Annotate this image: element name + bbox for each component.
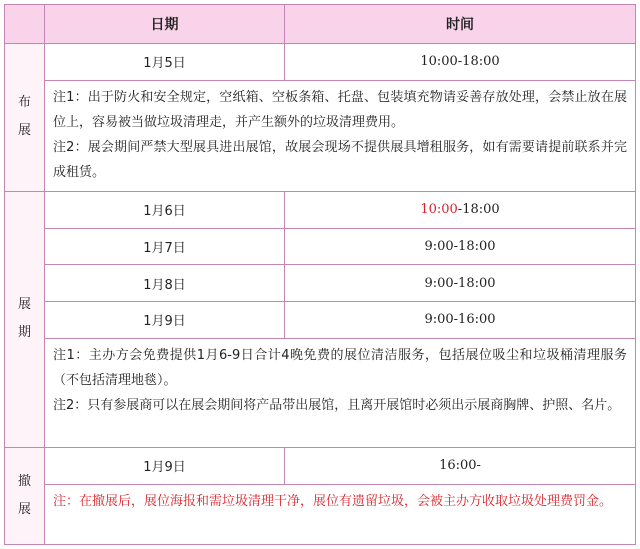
exhibition-schedule-table bbox=[4, 4, 636, 545]
stage-char: 展 bbox=[17, 501, 31, 517]
setup-row-1 bbox=[5, 43, 636, 80]
header-row bbox=[5, 5, 636, 44]
time-cell: 10:00-18:00 bbox=[285, 43, 636, 80]
exhibition-row-2 bbox=[5, 228, 636, 265]
stage-char: 布 bbox=[17, 95, 31, 111]
date-cell: 1月9日 bbox=[45, 447, 285, 484]
setup-notes-row bbox=[5, 80, 636, 191]
date-cell: 1月7日 bbox=[45, 228, 285, 265]
time-end: -18:00 bbox=[457, 202, 500, 218]
stage-label-teardown bbox=[5, 447, 45, 544]
time-cell: 16:00- bbox=[285, 447, 636, 484]
header-time: 时间 bbox=[285, 5, 636, 44]
setup-note-1: 注1：出于防火和安全规定，空纸箱、空板条箱、托盘、包装填充物请妥善存放处理，会禁止放在展位上，容易被当做垃圾清理走，并产生额外的垃圾清理费用。 bbox=[53, 89, 627, 130]
teardown-note-cell bbox=[45, 484, 636, 544]
teardown-row-1 bbox=[5, 447, 636, 484]
teardown-notes-row bbox=[5, 484, 636, 544]
stage-label-setup bbox=[5, 43, 45, 191]
date-cell: 1月5日 bbox=[45, 43, 285, 80]
date-cell: 1月9日 bbox=[45, 301, 285, 338]
time-start-highlight: 10:00 bbox=[420, 202, 458, 218]
date-cell: 1月8日 bbox=[45, 265, 285, 302]
stage-char: 期 bbox=[17, 325, 31, 341]
teardown-note: 注：在撤展后，展位海报和需垃圾清理干净，展位有遗留垃圾，会被主办方收取垃圾处理费罚金。 bbox=[53, 493, 613, 509]
exhibition-notes-cell bbox=[45, 338, 636, 447]
time-cell: 9:00-18:00 bbox=[285, 228, 636, 265]
exhibition-note-2: 注2：只有参展商可以在展会期间将产品带出展馆，且离开展馆时必须出示展商胸牌、护照、名片。 bbox=[53, 397, 621, 413]
header-date: 日期 bbox=[45, 5, 285, 44]
stage-label-exhibition bbox=[5, 191, 45, 447]
exhibition-row-1 bbox=[5, 191, 636, 228]
setup-notes-cell bbox=[45, 80, 636, 191]
exhibition-row-4 bbox=[5, 301, 636, 338]
exhibition-note-1: 注1：主办方会免费提供1月6-9日合计4晚免费的展位清洁服务，包括展位吸尘和垃圾桶清理服务（不包括清理地毯）。 bbox=[53, 347, 627, 388]
time-cell: 9:00-16:00 bbox=[285, 301, 636, 338]
stage-char: 展 bbox=[17, 297, 31, 313]
exhibition-row-3 bbox=[5, 265, 636, 302]
exhibition-notes-row bbox=[5, 338, 636, 447]
stage-char: 撤 bbox=[17, 473, 31, 489]
setup-note-2: 注2：展会期间严禁大型展具进出展馆，故展会现场不提供展具增租服务，如有需要请提前联系并完成租赁。 bbox=[53, 139, 627, 180]
header-corner-cell bbox=[5, 5, 45, 44]
date-cell: 1月6日 bbox=[45, 191, 285, 228]
stage-char: 展 bbox=[17, 123, 31, 139]
time-cell: 9:00-18:00 bbox=[285, 265, 636, 302]
time-cell bbox=[285, 191, 636, 228]
